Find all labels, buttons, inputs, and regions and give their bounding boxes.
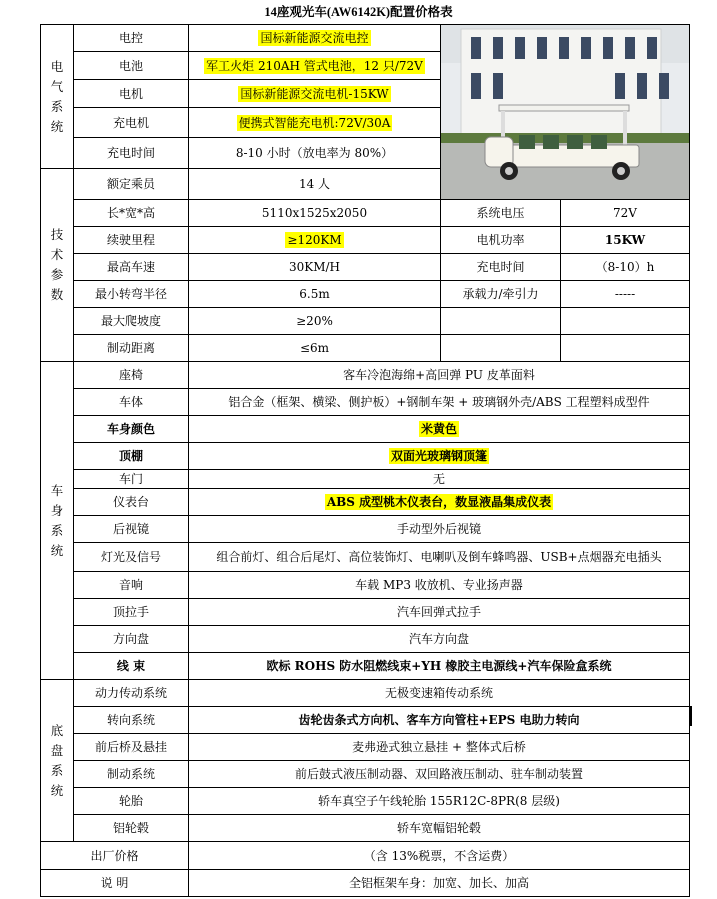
row-label: 电机 bbox=[74, 80, 189, 108]
row-value: 客车冷泡海绵+高回弹 PU 皮革面料 bbox=[189, 362, 690, 389]
note-label: 说 明 bbox=[41, 870, 189, 897]
row-label: 音响 bbox=[74, 572, 189, 599]
row-label-2: 电机功率 bbox=[441, 227, 561, 254]
row-label: 铝轮毂 bbox=[74, 815, 189, 842]
document-title: 14座观光车(AW6142K)配置价格表 bbox=[264, 5, 453, 19]
row-label: 座椅 bbox=[74, 362, 189, 389]
row-label: 仪表台 bbox=[74, 489, 189, 516]
table-row bbox=[41, 680, 690, 707]
table-row bbox=[41, 761, 690, 788]
table-row bbox=[41, 543, 690, 572]
row-value: 8-10 小时（放电率为 80%） bbox=[189, 138, 441, 169]
row-label: 方向盘 bbox=[74, 626, 189, 653]
table-row bbox=[41, 842, 690, 870]
row-value: 齿轮齿条式方向机、客车方向管柱+EPS 电助力转向 bbox=[189, 707, 690, 734]
row-label: 线 束 bbox=[74, 653, 189, 680]
row-value: 轿车真空子午线轮胎 155R12C-8PR(8 层级) bbox=[189, 788, 690, 815]
note-value: 全铝框架车身：加宽、加长、加高 bbox=[189, 870, 690, 897]
row-label: 前后桥及悬挂 bbox=[74, 734, 189, 761]
table-row bbox=[41, 870, 690, 897]
vehicle-photo bbox=[441, 25, 690, 200]
row-label: 电控 bbox=[74, 25, 189, 52]
row-label: 动力传动系统 bbox=[74, 680, 189, 707]
row-label: 车身颜色 bbox=[74, 416, 189, 443]
row-value: 无 bbox=[189, 470, 690, 489]
table-row bbox=[41, 227, 690, 254]
row-value-2: （8-10）h bbox=[561, 254, 690, 281]
text-cursor bbox=[690, 706, 692, 726]
row-value: ABS 成型桃木仪表台，数显液晶集成仪表 bbox=[189, 489, 690, 516]
row-value: 国标新能源交流电机-15KW bbox=[189, 80, 441, 108]
row-label: 转向系统 bbox=[74, 707, 189, 734]
row-label: 最高车速 bbox=[74, 254, 189, 281]
row-value: 轿车宽幅铝轮毂 bbox=[189, 815, 690, 842]
row-value: 14 人 bbox=[189, 169, 441, 200]
row-value: 欧标 ROHS 防水阻燃线束+YH 橡胶主电源线+汽车保险盒系统 bbox=[189, 653, 690, 680]
sightseeing-car-image bbox=[441, 25, 690, 199]
row-value: 手动型外后视镜 bbox=[189, 516, 690, 543]
row-value: 双面光玻璃钢顶篷 bbox=[189, 443, 690, 470]
row-value-2: 15KW bbox=[561, 227, 690, 254]
row-label: 充电机 bbox=[74, 108, 189, 138]
price-label: 出厂价格 bbox=[41, 842, 189, 870]
row-value: ≤6m bbox=[189, 335, 441, 362]
table-row bbox=[41, 516, 690, 543]
section-label-chassis: 底盘系统 bbox=[41, 680, 74, 842]
row-label: 最大爬坡度 bbox=[74, 308, 189, 335]
empty-cell bbox=[441, 308, 561, 335]
table-row bbox=[41, 626, 690, 653]
row-label: 轮胎 bbox=[74, 788, 189, 815]
table-row bbox=[41, 362, 690, 389]
row-label: 顶拉手 bbox=[74, 599, 189, 626]
table-row bbox=[41, 599, 690, 626]
table-row bbox=[41, 707, 690, 734]
row-label: 续驶里程 bbox=[74, 227, 189, 254]
table-row bbox=[41, 470, 690, 489]
row-label: 长*宽*高 bbox=[74, 200, 189, 227]
row-value: 军工火炬 210AH 管式电池，12 只/72V bbox=[189, 52, 441, 80]
section-label-body: 车身系统 bbox=[41, 362, 74, 680]
table-row bbox=[41, 815, 690, 842]
row-label-2: 充电时间 bbox=[441, 254, 561, 281]
row-value: 5110x1525x2050 bbox=[189, 200, 441, 227]
row-label: 顶棚 bbox=[74, 443, 189, 470]
table-row bbox=[41, 489, 690, 516]
row-label: 灯光及信号 bbox=[74, 543, 189, 572]
table-row bbox=[41, 572, 690, 599]
empty-cell bbox=[561, 308, 690, 335]
table-row bbox=[41, 389, 690, 416]
section-label-technical: 技术参数 bbox=[41, 169, 74, 362]
row-value: 6.5m bbox=[189, 281, 441, 308]
row-label: 电池 bbox=[74, 52, 189, 80]
table-row bbox=[41, 254, 690, 281]
row-label: 制动系统 bbox=[74, 761, 189, 788]
row-value: 汽车方向盘 bbox=[189, 626, 690, 653]
row-value: 无极变速箱传动系统 bbox=[189, 680, 690, 707]
row-label: 最小转弯半径 bbox=[74, 281, 189, 308]
spec-table bbox=[40, 24, 690, 897]
row-label: 后视镜 bbox=[74, 516, 189, 543]
table-row bbox=[41, 25, 690, 52]
table-row bbox=[41, 200, 690, 227]
row-value: 麦弗逊式独立悬挂 + 整体式后桥 bbox=[189, 734, 690, 761]
table-row bbox=[41, 653, 690, 680]
row-value: 便携式智能充电机:72V/30A bbox=[189, 108, 441, 138]
row-label-2: 系统电压 bbox=[441, 200, 561, 227]
row-label: 额定乘员 bbox=[74, 169, 189, 200]
row-value: ≥20% bbox=[189, 308, 441, 335]
table-row bbox=[41, 734, 690, 761]
table-row bbox=[41, 443, 690, 470]
row-value: 米黄色 bbox=[189, 416, 690, 443]
row-value: 组合前灯、组合后尾灯、高位装饰灯、电喇叭及倒车蜂鸣器、USB+点烟器充电插头 bbox=[189, 543, 690, 572]
row-value: 国标新能源交流电控 bbox=[189, 25, 441, 52]
row-value: ≥120KM bbox=[189, 227, 441, 254]
table-row bbox=[41, 416, 690, 443]
row-value: 前后鼓式液压制动器、双回路液压制动、驻车制动装置 bbox=[189, 761, 690, 788]
row-label-2: 承载力/牵引力 bbox=[441, 281, 561, 308]
row-label: 充电时间 bbox=[74, 138, 189, 169]
row-value: 汽车回弹式拉手 bbox=[189, 599, 690, 626]
section-label-electric: 电气系统 bbox=[41, 25, 74, 169]
row-value-2: ----- bbox=[561, 281, 690, 308]
table-row bbox=[41, 281, 690, 308]
row-label: 车体 bbox=[74, 389, 189, 416]
table-row bbox=[41, 788, 690, 815]
row-value: 铝合金（框架、横梁、侧护板）+钢制车架 + 玻璃钢外壳/ABS 工程塑料成型件 bbox=[189, 389, 690, 416]
row-value-2: 72V bbox=[561, 200, 690, 227]
row-label: 车门 bbox=[74, 470, 189, 489]
empty-cell bbox=[561, 335, 690, 362]
row-label: 制动距离 bbox=[74, 335, 189, 362]
empty-cell bbox=[441, 335, 561, 362]
table-row bbox=[41, 335, 690, 362]
row-value: 30KM/H bbox=[189, 254, 441, 281]
price-value: （含 13%税票，不含运费） bbox=[189, 842, 690, 870]
table-row bbox=[41, 308, 690, 335]
row-value: 车载 MP3 收放机、专业扬声器 bbox=[189, 572, 690, 599]
